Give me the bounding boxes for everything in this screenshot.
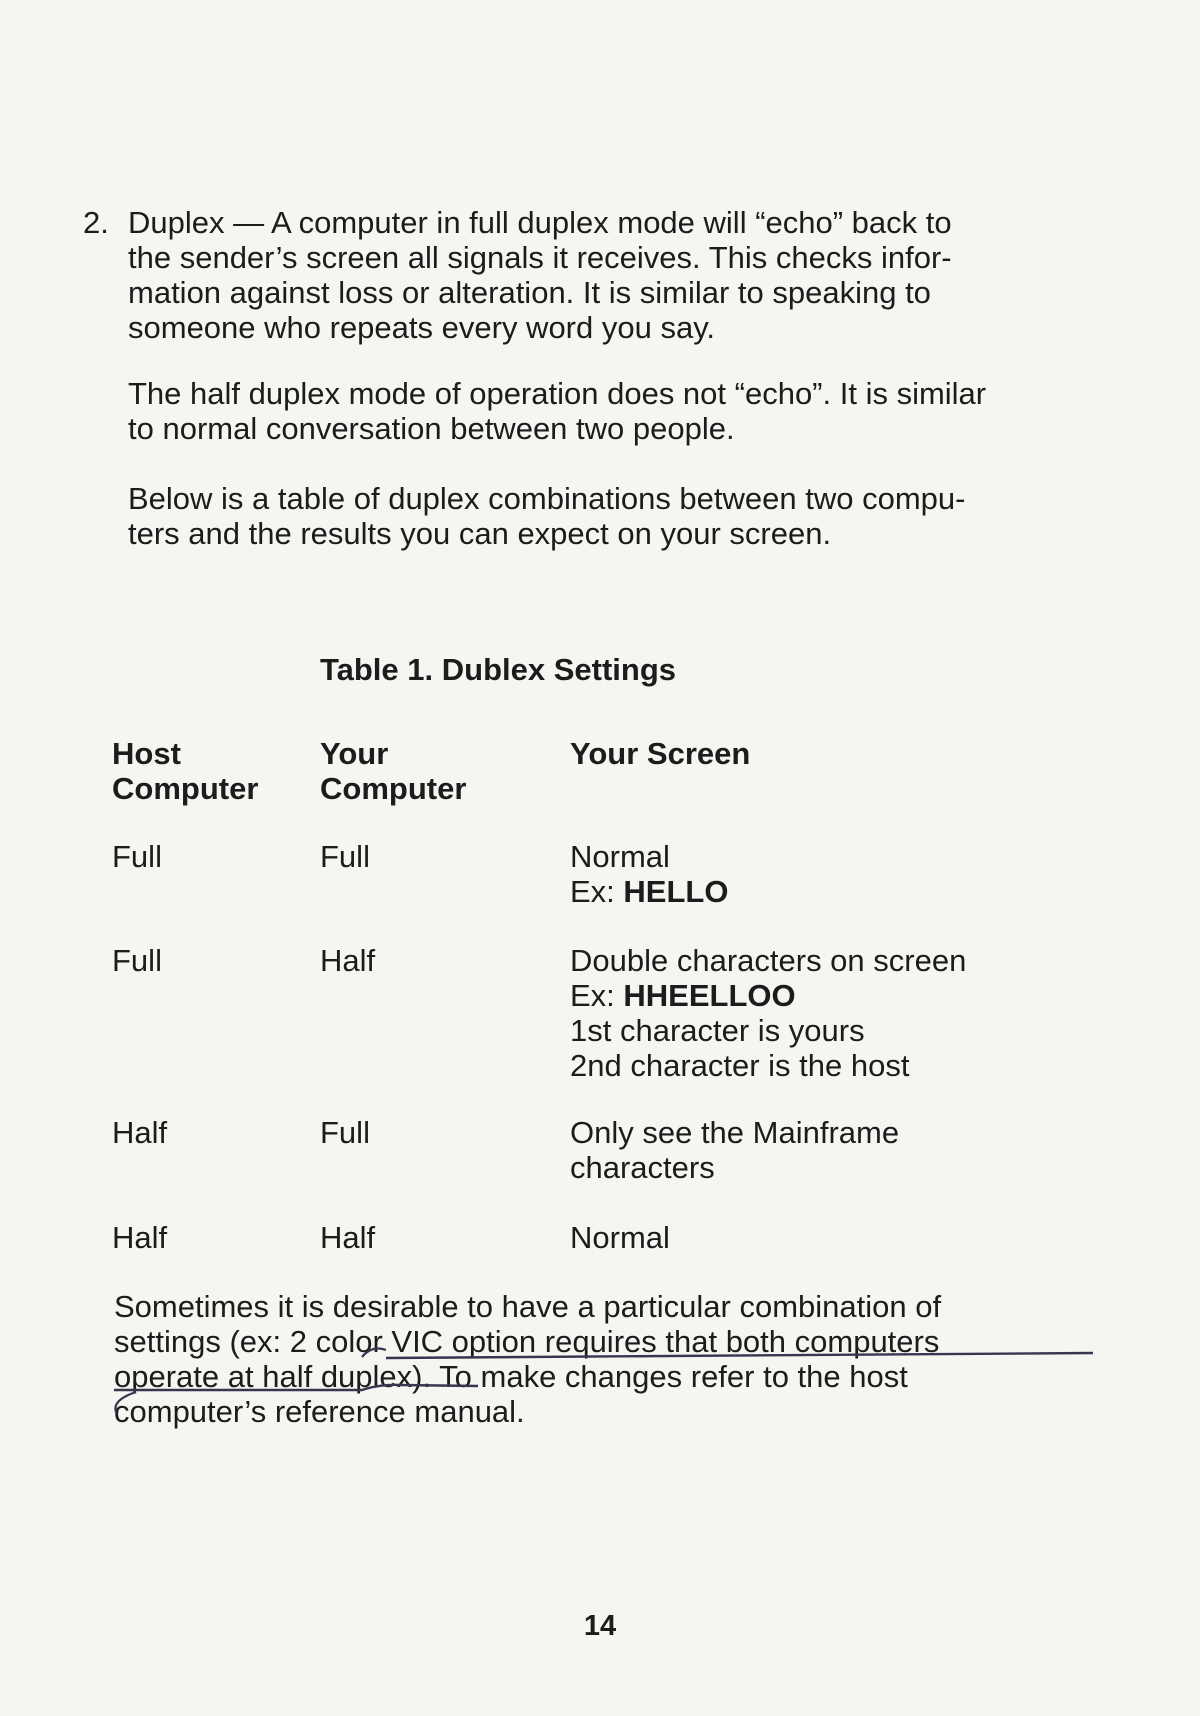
example-prefix: Ex: [570, 978, 624, 1013]
header-line: Computer [112, 771, 259, 806]
host-cell: Half [112, 1115, 168, 1150]
settings-note-paragraph [114, 1289, 1094, 1429]
list-item-number: 2. [83, 205, 109, 240]
header-line: Your Screen [570, 736, 751, 771]
screen-text: Only see the Mainframe [570, 1115, 900, 1150]
your-cell: Full [320, 1115, 370, 1150]
text-line: Below is a table of duplex combinations between two compu- [128, 481, 966, 516]
text-line: someone who repeats every word you say. [128, 310, 716, 345]
screen-text: Normal [570, 839, 670, 874]
table-intro-paragraph [128, 481, 1088, 551]
column-header-your-screen [570, 736, 750, 771]
example-line [570, 874, 1090, 909]
text-line: the sender’s screen all signals it receives. This checks infor- [128, 240, 952, 275]
screen-note: 2nd character is the host [570, 1048, 910, 1083]
screen-cell [570, 839, 1090, 909]
text-line: operate at half duplex). To make changes refer to the host [114, 1359, 908, 1394]
example-value: HHEELLOO [623, 978, 796, 1013]
text-line: ters and the results you can expect on your screen. [128, 516, 832, 551]
text-line: to normal conversation between two people. [128, 411, 735, 446]
text-line: Duplex — A computer in full duplex mode will “echo” back to [128, 205, 952, 240]
example-line [570, 978, 1090, 1013]
your-cell: Half [320, 1220, 376, 1255]
table-caption: Table 1. Dublex Settings [320, 652, 677, 687]
example-prefix: Ex: [570, 874, 624, 909]
text-line: computer’s reference manual. [114, 1394, 525, 1429]
screen-cell [570, 1220, 1090, 1255]
text-line: Sometimes it is desirable to have a particular combination of [114, 1289, 942, 1324]
screen-note: 1st character is yours [570, 1013, 865, 1048]
text-line: mation against loss or alteration. It is similar to speaking to [128, 275, 931, 310]
column-header-host-computer [112, 736, 258, 806]
screen-text: characters [570, 1150, 715, 1185]
host-cell: Full [112, 943, 162, 978]
duplex-paragraph [128, 205, 1088, 345]
header-line: Host [112, 736, 181, 771]
your-cell: Full [320, 839, 370, 874]
screen-cell [570, 1115, 1090, 1185]
your-cell: Half [320, 943, 376, 978]
screen-text: Double characters on screen [570, 943, 967, 978]
header-line: Your [320, 736, 389, 771]
screen-text: Normal [570, 1220, 670, 1255]
text-line: settings (ex: 2 color VIC option requires that both computers [114, 1324, 940, 1359]
header-line: Computer [320, 771, 467, 806]
text-line: The half duplex mode of operation does not “echo”. It is similar [128, 376, 987, 411]
screen-cell [570, 943, 1090, 1083]
host-cell: Full [112, 839, 162, 874]
page-number: 14 [583, 1610, 617, 1642]
host-cell: Half [112, 1220, 168, 1255]
example-value: HELLO [623, 874, 729, 909]
half-duplex-paragraph [128, 376, 1088, 446]
column-header-your-computer [320, 736, 466, 806]
